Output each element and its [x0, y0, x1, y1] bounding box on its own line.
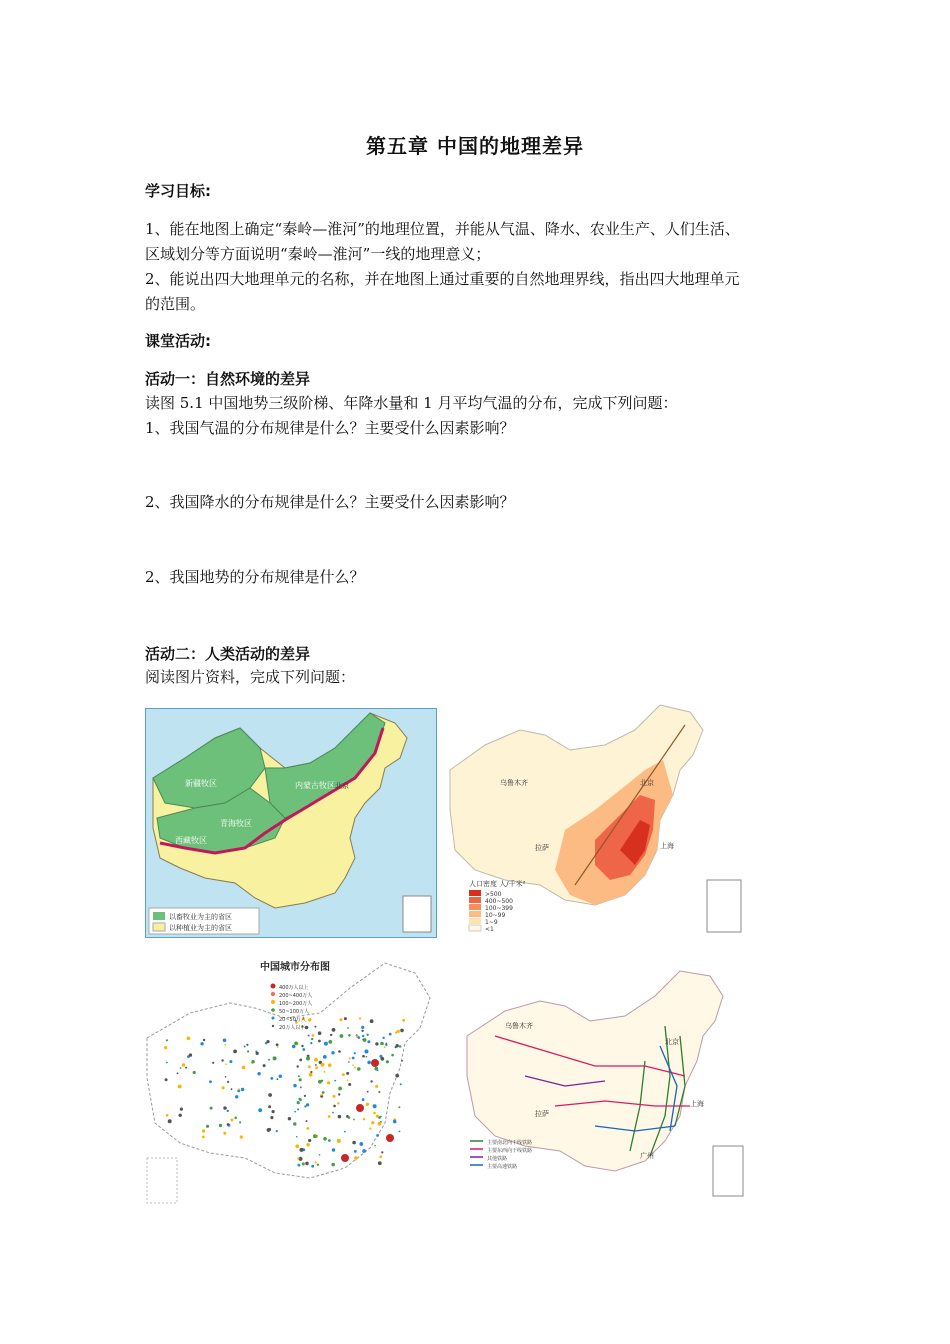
city-dot [310, 1071, 312, 1073]
goal-line-2: 区域划分等方面说明“秦岭—淮河”一线的地理意义； [145, 245, 491, 263]
city-dot [354, 1150, 357, 1153]
city-legend-6: 20万人以下 [279, 1025, 306, 1031]
pop-legend-5: 1~9 [485, 919, 498, 926]
city-dot [306, 1103, 309, 1106]
city-dot [244, 1046, 246, 1048]
south-sea-inset [403, 896, 431, 932]
city-dot [367, 1091, 369, 1093]
city-dot [348, 1061, 350, 1063]
city-dot [321, 1094, 323, 1096]
city-dot [395, 1074, 399, 1078]
city-dot [327, 1081, 330, 1084]
rail-label-shanghai: 上海 [690, 1100, 704, 1108]
city-dot [367, 1061, 371, 1065]
city-dot [324, 1071, 326, 1073]
city-dot [300, 1086, 302, 1088]
city-dot [251, 1060, 254, 1063]
city-dot [337, 1139, 341, 1143]
city-dot [348, 1116, 351, 1119]
label-qinghai: 青海牧区 [220, 819, 252, 828]
city-dot [302, 1048, 305, 1051]
goals-heading: 学习目标: [145, 182, 211, 200]
city-dot [238, 1088, 240, 1090]
cities-south-sea-inset [147, 1158, 177, 1203]
city-dot [340, 1034, 344, 1038]
city-dot [203, 1039, 205, 1041]
city-legend-dot-4 [271, 1008, 275, 1012]
city-dot [366, 1056, 368, 1058]
city-dot [209, 1080, 212, 1083]
city-dot [292, 1045, 296, 1049]
activity1-question-2: 2、我国降水的分布规律是什么？主要受什么因素影响？ [145, 493, 515, 511]
city-dot [365, 1050, 369, 1054]
city-dot [221, 1059, 223, 1061]
city-dot [179, 1114, 182, 1117]
city-dot [268, 1105, 271, 1108]
major-city-dot [356, 1104, 364, 1112]
city-dot [333, 1095, 336, 1098]
city-dot [299, 1059, 302, 1062]
city-dot [318, 1031, 322, 1035]
city-dot [362, 1149, 366, 1153]
city-dot [257, 1072, 260, 1075]
city-dot [227, 1123, 230, 1126]
city-dot [318, 1040, 321, 1043]
city-dot [338, 1115, 342, 1119]
city-dot [295, 1144, 299, 1148]
city-dot [399, 1131, 401, 1133]
city-dot [233, 1050, 237, 1054]
city-dot [371, 1121, 374, 1124]
city-dot [227, 1081, 229, 1083]
city-dot [297, 1101, 300, 1104]
city-dot [306, 1143, 310, 1147]
label-urumqi: 乌鲁木齐 [500, 779, 528, 787]
city-dot [305, 1162, 309, 1166]
pop-legend-title: 人口密度 人/千米² [469, 880, 526, 888]
city-dot [334, 1080, 336, 1082]
city-dot [332, 1112, 334, 1114]
city-legend-dot-5 [272, 1017, 275, 1020]
city-dot [373, 1112, 376, 1115]
city-dot [279, 1075, 282, 1078]
rail-legend-4: 主要高速铁路 [487, 1164, 518, 1170]
city-dot [377, 1069, 379, 1071]
city-dot [301, 1045, 303, 1047]
city-dot [235, 1095, 238, 1098]
city-dot [354, 1052, 356, 1054]
city-legend-2: 200~400万人 [279, 993, 313, 999]
city-dot [328, 1040, 332, 1044]
major-city-dot [386, 1134, 394, 1142]
city-dot [353, 1119, 355, 1121]
city-dot [166, 1114, 169, 1117]
city-dot [297, 1157, 299, 1159]
city-dot [300, 1148, 304, 1152]
city-dot [397, 1030, 400, 1033]
city-dot [308, 1065, 311, 1068]
city-dot [342, 1073, 345, 1076]
city-dot [277, 1078, 279, 1080]
city-dot [366, 1034, 368, 1036]
city-dot [263, 1064, 266, 1067]
city-dot [381, 1151, 383, 1153]
city-dot [312, 1034, 315, 1037]
city-dot [309, 1073, 313, 1077]
city-dot [299, 1078, 302, 1081]
activity1-question-1: 1、我国气温的分布规律是什么？主要受什么因素影响？ [145, 419, 515, 437]
city-dot [370, 1080, 372, 1082]
city-dot [302, 1162, 305, 1165]
city-dot [375, 1042, 378, 1045]
pop-legend-3: 100~399 [485, 905, 513, 912]
city-dot [227, 1110, 229, 1112]
city-dot [306, 1120, 308, 1122]
city-dot [357, 1067, 361, 1071]
city-dot [178, 1085, 182, 1089]
city-dot [385, 1044, 387, 1046]
city-dot [206, 1125, 209, 1128]
city-dot [398, 1106, 400, 1108]
city-dot [328, 1115, 331, 1118]
city-dot [362, 1098, 365, 1101]
pop-swatch-6 [469, 925, 481, 931]
city-dot [224, 1044, 226, 1046]
label-lhasa: 拉萨 [535, 844, 549, 852]
city-dot [230, 1119, 233, 1122]
rail-legend-1: 主要南北向干线铁路 [487, 1140, 533, 1146]
city-legend-dot-3 [271, 1000, 275, 1004]
city-dot [297, 1108, 299, 1110]
city-dot [359, 1142, 363, 1146]
city-dot [270, 1116, 273, 1119]
city-dot [231, 1088, 233, 1090]
city-dot [258, 1108, 262, 1112]
city-legend-5: 20~50万人 [279, 1017, 306, 1023]
city-dot [321, 1063, 325, 1067]
city-dot [361, 1030, 363, 1032]
city-dot [376, 1115, 379, 1118]
city-dot [347, 1027, 349, 1029]
city-dot [313, 1134, 317, 1138]
legend-label-farming: 以种植业为主的省区 [169, 924, 232, 932]
city-dot [268, 1093, 272, 1097]
city-dot [273, 1056, 277, 1060]
city-dot [229, 1060, 232, 1063]
city-dot [321, 1080, 323, 1082]
city-dot [223, 1039, 227, 1043]
goal-line-4: 的范围。 [145, 295, 206, 313]
city-dot [340, 1018, 343, 1021]
city-dot [212, 1062, 214, 1064]
city-dot [347, 1079, 349, 1081]
city-dot [376, 1134, 379, 1137]
legend-swatch-farming [153, 923, 165, 931]
cities-map-title: 中国城市分布图 [260, 962, 330, 973]
city-dot [331, 1163, 335, 1167]
city-dot [294, 1086, 296, 1088]
city-dot [311, 1038, 313, 1040]
city-dot [294, 1042, 298, 1046]
city-dot [322, 1091, 325, 1094]
city-dot [338, 1050, 341, 1053]
city-dot [346, 1072, 349, 1075]
city-dot [202, 1136, 205, 1139]
city-dot [319, 1154, 321, 1156]
city-dot [210, 1107, 213, 1110]
city-dot [268, 1128, 271, 1131]
city-dot [363, 1118, 365, 1120]
population-map [445, 700, 745, 938]
city-dot [219, 1124, 222, 1127]
cities-map [145, 958, 445, 1208]
city-dot [223, 1106, 226, 1109]
city-dot [362, 1035, 364, 1037]
city-dot [166, 1039, 168, 1041]
city-dot [306, 1057, 310, 1061]
city-dot [369, 1128, 371, 1130]
legend-label-pastoral: 以畜牧业为主的省区 [169, 913, 232, 921]
city-dot [378, 1122, 382, 1126]
city-dot [272, 1110, 275, 1113]
city-dot [349, 1057, 351, 1059]
city-dot [330, 1034, 332, 1036]
city-dot [344, 1131, 346, 1133]
city-dot [348, 1034, 351, 1037]
city-dot [352, 1064, 354, 1066]
city-dot [311, 1165, 314, 1168]
city-dot [374, 1145, 376, 1147]
city-dot [354, 1067, 356, 1069]
city-dot [239, 1121, 241, 1123]
activity-heading: 课堂活动: [145, 332, 211, 350]
pop-legend [469, 890, 513, 933]
city-dot [338, 1093, 340, 1095]
city-dot [378, 1091, 380, 1093]
city-dot [315, 1064, 317, 1066]
city-dot [246, 1044, 248, 1046]
city-dot [338, 1087, 342, 1091]
pop-legend-6: <1 [485, 926, 494, 933]
city-dot [344, 1017, 347, 1020]
city-dot [180, 1067, 182, 1069]
activity2-heading: 活动二：人类活动的差异 [145, 645, 311, 663]
city-dot [182, 1063, 185, 1066]
city-dot [366, 1103, 369, 1106]
city-dot [268, 1059, 270, 1061]
city-dot [187, 1037, 191, 1041]
city-dot [337, 1102, 339, 1104]
city-dot [200, 1042, 203, 1045]
city-dot [400, 1083, 402, 1085]
map-figures [145, 700, 755, 1210]
city-dot [399, 1045, 402, 1048]
city-dot [367, 1040, 370, 1043]
city-dot [164, 1046, 167, 1049]
city-dot [189, 1053, 192, 1056]
city-dot [402, 1019, 405, 1022]
pop-swatch-4 [469, 911, 481, 917]
city-dot [168, 1119, 172, 1123]
pop-swatch-1 [469, 890, 481, 896]
city-legend-dot-1 [271, 984, 276, 989]
city-dot [306, 1127, 309, 1130]
city-dot [400, 1029, 404, 1033]
city-legend-3: 100~200万人 [279, 1001, 313, 1007]
rail-label-beijing: 北京 [665, 1038, 679, 1046]
city-dot [225, 1076, 227, 1078]
activity1-heading: 活动一：自然环境的差异 [145, 370, 311, 388]
label-tibet: 西藏牧区 [175, 836, 207, 845]
city-dot [379, 1155, 382, 1158]
city-dot [361, 1026, 364, 1029]
city-dot [370, 1019, 374, 1023]
rail-legend-2: 主要东西向干线铁路 [487, 1148, 533, 1154]
major-city-dot [371, 1059, 379, 1067]
major-city-dot [341, 1154, 349, 1162]
pop-south-sea-inset [707, 880, 741, 932]
agriculture-map [145, 708, 437, 938]
city-dot [328, 1063, 332, 1067]
city-dot [193, 1071, 196, 1074]
city-dot [352, 1057, 355, 1060]
city-legend-dot-6 [272, 1025, 274, 1027]
railways-map [465, 966, 745, 1206]
city-legend-1: 400万人以上 [279, 985, 309, 991]
city-dot [276, 1043, 279, 1046]
city-dot [242, 1066, 246, 1070]
city-dot [294, 1111, 296, 1113]
city-dot [298, 1164, 301, 1167]
city-dot [276, 1130, 278, 1132]
city-dot [362, 1039, 364, 1041]
city-dot [277, 1046, 279, 1048]
city-legend-4: 50~100万人 [279, 1009, 310, 1015]
rail-south-sea-inset [713, 1146, 743, 1196]
city-dot [315, 1066, 318, 1069]
city-dot [352, 1141, 356, 1145]
rail-label-lhasa: 拉萨 [535, 1110, 549, 1118]
city-dot [380, 1057, 384, 1061]
pop-swatch-2 [469, 897, 481, 903]
city-dot [391, 1054, 394, 1057]
city-dot [386, 1060, 389, 1063]
city-dot [180, 1108, 183, 1111]
rail-legend-3: 其他铁路 [487, 1156, 508, 1162]
city-dot [362, 1055, 365, 1058]
city-dot [395, 1046, 397, 1048]
city-dot [375, 1085, 378, 1088]
city-dot [315, 1161, 317, 1163]
rail-legend [470, 1139, 532, 1170]
city-dot [223, 1132, 226, 1135]
city-dot [222, 1086, 225, 1089]
city-dot [165, 1078, 168, 1081]
city-dot [401, 1060, 403, 1062]
city-dot [382, 1037, 384, 1039]
city-dot [234, 1117, 237, 1120]
city-dot [332, 1028, 336, 1032]
goal-line-1: 1、能在地图上确定“秦岭—淮河”的地理位置，并能从气温、降水、农业生产、人们生活、 [145, 220, 740, 238]
city-dot [270, 1077, 273, 1080]
city-dot [166, 1062, 168, 1064]
city-dot [328, 1139, 331, 1142]
city-dot [293, 1122, 296, 1125]
city-dot [177, 1072, 179, 1074]
city-dot [378, 1161, 382, 1165]
city-dot [314, 1058, 318, 1062]
city-dot [348, 1083, 351, 1086]
city-dot [323, 1055, 327, 1059]
city-dot [354, 1156, 357, 1159]
city-dot [389, 1033, 392, 1036]
page-title: 第五章 中国的地理差异 [366, 134, 584, 158]
label-inner-mongolia: 内蒙古牧区 [295, 781, 335, 790]
legend-swatch-pastoral [153, 912, 165, 920]
city-dot [358, 1036, 361, 1039]
city-dot [308, 1139, 311, 1142]
city-dot [380, 1042, 384, 1046]
label-beijing-pop: 北京 [640, 779, 654, 787]
city-dot [324, 1042, 328, 1046]
pop-legend-4: 10~99 [485, 912, 506, 919]
city-dot [299, 1098, 302, 1101]
city-dot [308, 1035, 310, 1037]
city-dot [331, 1051, 334, 1054]
city-dot [384, 1046, 386, 1048]
city-dot [333, 1105, 336, 1108]
city-dot [308, 1018, 311, 1021]
activity2-intro: 阅读图片资料，完成下列问题： [145, 668, 356, 686]
city-dot [359, 1017, 361, 1019]
city-dot [297, 1065, 299, 1067]
city-dot [266, 1040, 269, 1043]
rail-label-guangzhou: 广州 [640, 1152, 654, 1160]
city-dot [241, 1088, 244, 1091]
city-dot [296, 1136, 298, 1138]
city-dot [202, 1129, 205, 1132]
city-legend-dot-2 [271, 992, 275, 996]
city-dot [332, 1148, 335, 1151]
city-dot [225, 1063, 227, 1065]
city-dot [288, 1117, 291, 1120]
city-dot [304, 1095, 306, 1097]
city-dot [314, 1026, 316, 1028]
pop-swatch-5 [469, 918, 481, 924]
city-dot [323, 1137, 327, 1141]
pop-swatch-3 [469, 904, 481, 910]
pop-legend-1: >500 [485, 891, 502, 898]
label-beijing: 北京 [335, 782, 349, 790]
city-dot [393, 1120, 397, 1124]
rail-label-urumqi: 乌鲁木齐 [505, 1022, 533, 1030]
pop-legend-2: 400~500 [485, 898, 513, 905]
city-dot [317, 1164, 319, 1166]
goal-line-3: 2、能说出四大地理单元的名称，并在地图上通过重要的自然地理界线，指出四大地理单元 [145, 270, 740, 288]
city-dot [256, 1052, 259, 1055]
city-dot [247, 1050, 249, 1052]
city-dot [310, 1042, 312, 1044]
label-xinjiang: 新疆牧区 [185, 779, 217, 788]
activity1-question-3: 2、我国地势的分布规律是什么？ [145, 568, 365, 586]
city-dot [373, 1104, 377, 1108]
activity1-intro: 读图 5.1 中国地势三级阶梯、年降水量和 1 月平均气温的分布，完成下列问题： [145, 394, 678, 412]
city-dot [240, 1135, 243, 1138]
city-dot [298, 1075, 300, 1077]
label-shanghai: 上海 [660, 842, 674, 850]
city-dot [185, 1067, 187, 1069]
